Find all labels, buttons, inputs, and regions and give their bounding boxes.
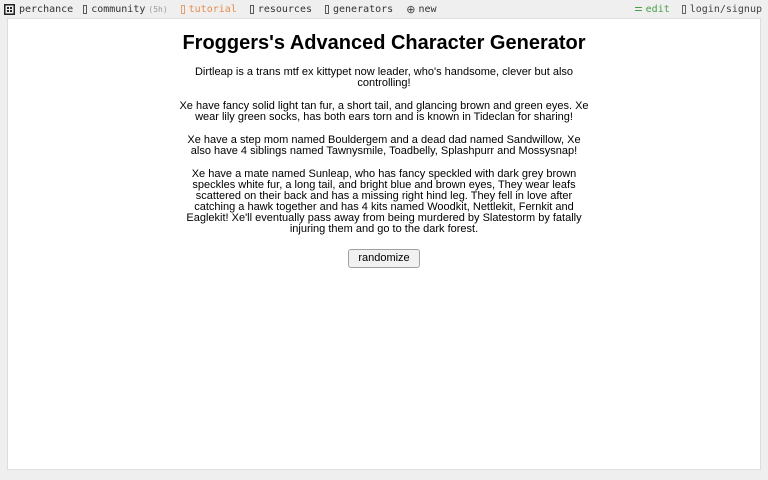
pencil-icon	[635, 7, 642, 11]
community-count-badge: (5h)	[148, 4, 168, 14]
nav-tutorial[interactable]	[181, 4, 237, 15]
tutorial-icon	[181, 5, 185, 14]
content-panel	[7, 18, 761, 470]
generated-output	[8, 67, 760, 235]
lock-icon	[682, 5, 686, 14]
topbar	[0, 0, 768, 18]
nav-community[interactable]	[83, 4, 167, 15]
edit-label: edit	[645, 3, 670, 15]
nav-new[interactable]	[406, 3, 436, 16]
generators-icon	[325, 5, 329, 14]
nav-generators-label: generators	[333, 3, 394, 15]
output-paragraph-family: Xe have a step mom named Bouldergem and a dead dad named Sandwillow, Xe also have 4 siblings named Tawnysmile, Toadbelly, Splashpurr and Mossysnap!	[187, 134, 581, 157]
nav-community-label: community	[91, 3, 146, 15]
nav-resources[interactable]	[250, 4, 312, 15]
nav-new-label: new	[418, 3, 437, 15]
new-plus-icon: ⊕	[406, 2, 416, 16]
nav-tutorial-label: tutorial	[188, 3, 237, 15]
output-paragraph-intro: Dirtleap is a trans mtf ex kittypet now leader, who's handsome, clever but also controlling!	[194, 66, 574, 89]
nav-generators[interactable]	[325, 4, 393, 15]
randomize-button[interactable]: randomize	[348, 249, 419, 268]
login-signup-link[interactable]	[682, 4, 762, 15]
output-paragraph-mate: Xe have a mate named Sunleap, who has fancy speckled with dark grey brown speckles white fur, a long tail, and bright blue and brown eyes, They wear leafs scattered on their back and has a missing right hind leg. They fell in love after catching a hawk together and has 4 kits named Woodkit, Nettlekit, Fernkit and Eaglekit! Xe'll eventually pass away from being murdered by Slatestorm by fatally injuring them and go to the dark forest.	[186, 168, 582, 235]
resources-icon	[250, 5, 254, 14]
brand-link[interactable]: perchance	[19, 3, 74, 15]
nav-resources-label: resources	[257, 3, 312, 15]
output-paragraph-appearance: Xe have fancy solid light tan fur, a short tail, and glancing brown and green eyes. Xe wear lily green socks, has both ears torn and is known in Tideclan for sharing!	[179, 100, 589, 123]
login-signup-label: login/signup	[689, 3, 762, 15]
page-title: Froggers's Advanced Character Generator	[182, 32, 586, 54]
community-icon	[83, 5, 87, 14]
topbar-right	[635, 4, 762, 15]
edit-link[interactable]	[635, 4, 670, 15]
perchance-logo-icon[interactable]	[4, 4, 15, 15]
